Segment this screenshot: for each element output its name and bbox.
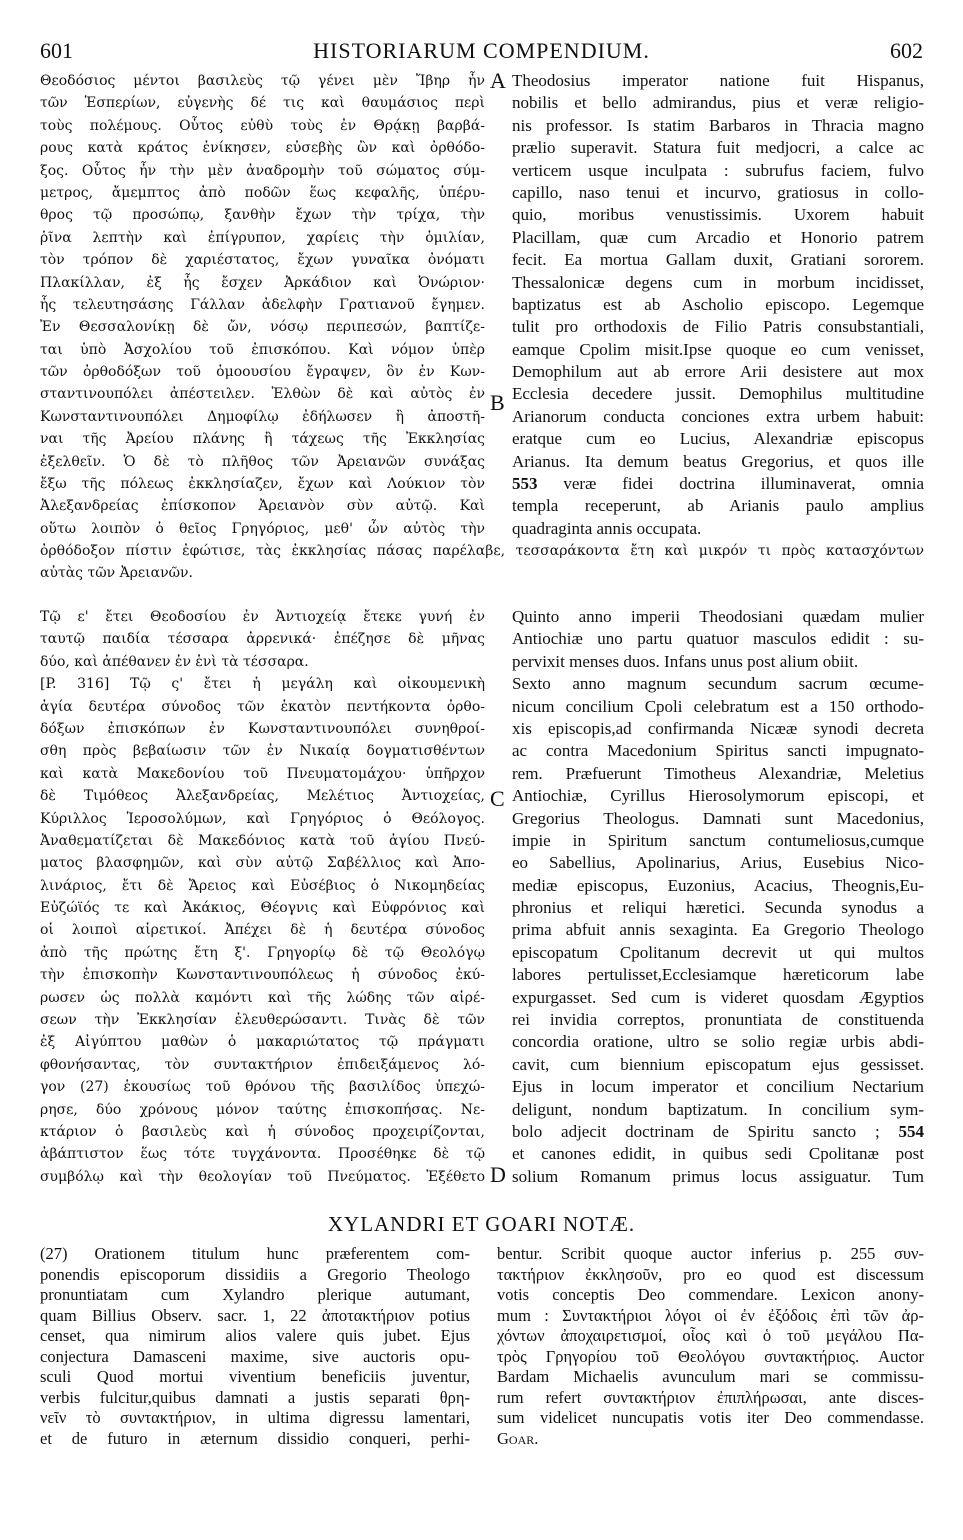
latin-line-text: concordia oratione, ultro se solio regiæ urbis abdi- (512, 1032, 924, 1052)
latin-line (512, 852, 924, 874)
greek-line-text: Εὐζώϊός τε καὶ Ἀκάκιος, Θέογνις καὶ Εὐφρόνιος καὶ (40, 900, 485, 917)
note-line (40, 1367, 470, 1388)
greek-line (40, 518, 485, 540)
latin-line (512, 1121, 924, 1143)
latin-line (512, 451, 924, 473)
note-line (497, 1367, 924, 1388)
latin-line (512, 740, 924, 762)
greek-line (40, 785, 485, 807)
greek-line (40, 897, 485, 919)
latin-line (512, 227, 924, 249)
latin-line-text: Thessalonicæ degens cum in morbum incidisset, (512, 272, 924, 292)
greek-line (40, 1143, 485, 1165)
latin-line-text: eratque cum eo Lucius, Alexandriæ episcopus (512, 429, 924, 449)
note-line (40, 1429, 470, 1450)
greek-line (40, 964, 485, 986)
greek-line (40, 473, 485, 495)
latin-line (512, 383, 924, 405)
page-number-right: 602 (890, 38, 923, 63)
latin-line-text: phronius et reliqui hæretici. Secunda synodus a (512, 898, 924, 918)
note-line (497, 1285, 924, 1306)
greek-line-text: τὸν τρόπον δὲ χαριέστατος, ἔχων γυναῖκα ὀνόματι (40, 252, 485, 269)
latin-line (512, 964, 924, 986)
note-line-text: Bardam Michaelis avunculum mari se commissu- (497, 1367, 924, 1386)
latin-line-text: nicum concilium Cpoli celebratum est a 150 orthodo- (512, 696, 924, 716)
greek-full-line-text: αὐτὰς τῶν Ἀρειανῶν. (40, 565, 194, 582)
note-line (497, 1388, 924, 1409)
latin-line-text: bolo adjecit doctrinam de Spiritu sancto ; (512, 1121, 880, 1141)
latin-line-text: quio, moribus venustissimis. Uxorem habuit (512, 205, 924, 225)
greek-line (40, 249, 485, 271)
note-line (497, 1306, 924, 1327)
latin-line-text: pervixit menses duos. Infans unus post alium obiit. (512, 651, 859, 671)
latin-line (512, 718, 924, 740)
greek-line (40, 919, 485, 941)
greek-line-text: Πλακίλλαν, ἐξ ἧς ἔσχεν Ἀρκάδιον καὶ Ὀνώριον· (40, 274, 485, 291)
greek-line (40, 875, 485, 897)
latin-line-text: tulit pro orthodoxis de Filio Patris consubstantiali, (512, 317, 924, 337)
greek-line (40, 495, 485, 517)
latin-line (512, 628, 924, 650)
note-line-text: Goar. (497, 1428, 539, 1448)
latin-column-section-2 (512, 606, 924, 1188)
latin-line (512, 361, 924, 383)
greek-line (40, 361, 485, 383)
greek-line-text: ἁγία δευτέρα σύνοδος τῶν ἑκατὸν πεντήκοντα ὀρθο- (40, 698, 485, 715)
greek-line (40, 160, 485, 182)
greek-line-text: τὴν ἐπισκοπὴν Κωνσταντινουπόλεως ἡ σύνοδος ἐκύ- (40, 967, 485, 984)
latin-line-text: fecit. Ea mortua Gallam duxit, Gratiani sororem. (512, 250, 924, 270)
latin-line-text: Gregorius Theologus. Damnati sunt Macedonius, (512, 808, 924, 828)
greek-line-text: τῶν Ἑσπερίων, εὐγενὴς δέ τις καὶ θαυμάσιος περὶ (40, 95, 485, 112)
greek-line-text: τοὺς πολέμους. Οὗτος εὐθὺ τοὺς ἐν Θρᾴκῃ βαρβά- (40, 117, 485, 134)
greek-line-text: σταντινουπόλει ἀπέστειλεν. Ἐλθὼν δὲ καὶ αὐτὸς ἐν (40, 386, 485, 403)
latin-line (512, 92, 924, 114)
greek-line-text: λινάριος, ἔτι δὲ Ἄρειος καὶ Εὐσέβιος ὁ Νικομηδείας (40, 877, 485, 894)
note-line-text: votis conceptis Deo commendare. Lexicon anony- (497, 1285, 924, 1304)
latin-line-text: Antiochiæ, Cyrillus Hierosolymorum episcopi, et (512, 786, 924, 806)
greek-line-text: συμβόλῳ καὶ τὴν θεολογίαν τοῦ Πνεύματος. Ἐξέθετο (40, 1168, 485, 1185)
latin-line (512, 204, 924, 226)
greek-line (40, 137, 485, 159)
latin-line (512, 763, 924, 785)
greek-line (40, 1054, 485, 1076)
greek-line-text: δύο, καὶ ἀπέθανεν ἐν ἑνὶ τὰ τέσσαρα. (40, 653, 309, 670)
note-line (497, 1326, 924, 1347)
margin-marker-c: C (490, 786, 505, 811)
latin-line-text: prima abfuit annis sexaginta. Ea Gregorio Theologo (512, 920, 924, 940)
greek-line-text: ἔξω τῆς πόλεως ἐκκλησίαζεν, ἔχων καὶ Λούκιον τὸν (40, 476, 485, 493)
greek-line (40, 1031, 485, 1053)
greek-line-text: σεων τὴν Ἐκκλησίαν ἐλευθερώσαντι. Τινὰς δὲ τῶν (40, 1012, 485, 1029)
note-line (497, 1429, 924, 1450)
greek-line (40, 1166, 485, 1188)
greek-full-width-lines (40, 540, 924, 585)
greek-line (40, 182, 485, 204)
greek-line (40, 294, 485, 316)
greek-line (40, 763, 485, 785)
greek-full-line (40, 540, 924, 562)
note-line (40, 1265, 470, 1286)
greek-line-text: γον (27) ἑκουσίως τοῦ θρόνου τῆς βασιλίδος ὑπεχώ- (40, 1079, 485, 1096)
latin-line-text: cavit, cum biennium episcopatum ejus gessisset. (512, 1054, 924, 1074)
latin-line-text: rei invidia correptos, pronuntiata de constituenda (512, 1010, 924, 1030)
note-line-text: (27) Orationem titulum hunc præferentem com- (40, 1244, 470, 1263)
latin-line (512, 160, 924, 182)
greek-line (40, 808, 485, 830)
note-line-text: sculi Quod mortui viventium beneficiis juventur, (40, 1367, 470, 1386)
latin-line-text: xis episcopis,ad confirmanda Nicææ synodi decreta (512, 718, 924, 738)
latin-line (512, 942, 924, 964)
latin-line-text: eo Sabellius, Apolinarius, Arius, Eusebius Nico- (512, 853, 924, 873)
greek-line-text: Ἀναθεματίζεται δὲ Μακεδόνιος κατὰ τοῦ ἁγίου Πνεύ- (40, 832, 485, 849)
latin-line (512, 987, 924, 1009)
greek-line (40, 696, 485, 718)
greek-line (40, 1009, 485, 1031)
latin-line-text: nobilis et bello admirandus, pius et veræ religio- (512, 93, 924, 113)
note-line (40, 1408, 470, 1429)
greek-line-text: Τῷ ε' ἔτει Θεοδοσίου ἐν Ἀντιοχείᾳ ἔτεκε γυνή ἐν (40, 609, 485, 625)
note-line-text: censet, qua nimirum alios valere quis jubet. Ejus (40, 1326, 470, 1345)
greek-line (40, 830, 485, 852)
greek-line-text: ἐξ Αἰγύπτου μαθὼν ὁ μακαριώτατος τῷ πράγματι (40, 1034, 485, 1051)
note-line-text: verbis fulcitur,quibus damnati a justis separati θρη- (40, 1387, 470, 1407)
latin-line (512, 137, 924, 159)
latin-line (512, 1099, 924, 1121)
greek-line-text: Κύριλλος Ἱεροσολύμων, καὶ Γρηγόριος ὁ Θεόλογος. (40, 810, 485, 827)
latin-line-text: Quinto anno imperii Theodosiani quædam mulier (512, 607, 924, 626)
greek-line-text: ρωσεν ὡς πολλὰ καμόντι καὶ τῆς λώδης τῶν αἱρέ- (40, 989, 485, 1006)
note-line-text: bentur. Scribit quoque auctor inferius p. 255 συν- (497, 1244, 924, 1263)
note-line-text: quam Billius Observ. sacr. 1, 22 ἀποτακτήριον potius (40, 1305, 470, 1325)
latin-line (512, 70, 924, 92)
latin-line (512, 1031, 924, 1053)
latin-line-text: capillo, naso tenui et incurvo, gratiosus in collo- (512, 182, 924, 202)
note-line-text: conjectura Damasceni maxime, sive auctoris opu- (40, 1346, 470, 1366)
greek-line (40, 718, 485, 740)
greek-line-text: θρος τῷ προσώπῳ, ξανθὴν ἔχων τὴν τρίχα, τὴν (40, 207, 485, 224)
latin-line-text: Arianorum conducta conciones extra urbem habuit: (512, 406, 924, 426)
greek-line (40, 1099, 485, 1121)
latin-line (512, 428, 924, 450)
greek-line (40, 852, 485, 874)
note-line-text: mum : Συντακτήριοι λόγοι οἱ ἐν ἐξόδοις ἐπὶ τῶν ἀρ- (497, 1305, 924, 1325)
greek-line-text: καὶ κατὰ Μακεδονίου τοῦ Πνευματομάχου· ὑπῆρχον (40, 765, 485, 782)
latin-line-text: Demophilum aut ab errore Arii desistere aut mox (512, 362, 924, 382)
latin-line (512, 249, 924, 271)
note-line (40, 1347, 470, 1368)
greek-line-text: δὲ Τιμόθεος Ἀλεξανδρείας, Μελέτιος Ἀντιοχείας, (40, 788, 485, 805)
greek-line-text: Ἀλεξανδρείας ἐπίσκοπον Ἀρειανὸν σὺν αὐτῷ. Καὶ (40, 498, 485, 515)
latin-line-text: rem. Præfuerunt Timotheus Alexandriæ, Meletius (512, 763, 924, 783)
latin-line (512, 651, 924, 673)
greek-line-text: Κωνσταντινουπόλει Δημοφίλῳ ἐδήλωσεν ἢ ἀποστῆ- (40, 408, 485, 425)
latin-line (512, 606, 924, 628)
inline-page-number: 553 (512, 474, 564, 494)
latin-line (512, 1054, 924, 1076)
greek-column-section-1 (40, 70, 485, 540)
latin-line (512, 518, 924, 540)
note-line (40, 1285, 470, 1306)
latin-line-text: prælio superavit. Statura fuit medjocri, a calce ac (512, 138, 924, 158)
greek-line (40, 70, 485, 92)
latin-line (512, 294, 924, 316)
latin-line-text: Theodosius imperator natione fuit Hispanus, (512, 71, 924, 90)
note-line (40, 1326, 470, 1347)
latin-line (512, 339, 924, 361)
note-line-text: ponendis episcoporum dissidiis a Gregorio Theologo (40, 1264, 470, 1284)
greek-full-line-text: ὀρθόδοξον πίστιν ἐφώτισε, τὰς ἐκκλησίας πάσας παρέλαβε, τεσσαράκοντα ἔτη καὶ μικρόν τι πρὸς κατασχόντων (40, 543, 924, 559)
latin-line-text: quadraginta annis occupata. (512, 518, 702, 538)
greek-line-text: ρησε, δύο χρόνους μόνον ταύτης ἐπισκοπήσας. Νε- (40, 1101, 485, 1118)
latin-line-text: labores pertulisset,Ecclesiamque hæreticorum labe (512, 965, 924, 985)
greek-line (40, 383, 485, 405)
greek-line-text: τῶν ὀρθοδόξων τοῦ ὁμοουσίου ἔγραψεν, ὃν ἐν Κων- (40, 364, 485, 381)
latin-line-text: impie in Spiritum sanctum contumeliosus,cumque (512, 830, 924, 850)
greek-line (40, 651, 485, 673)
greek-line-text: ἀβάπτιστον ἕως τότε τυγχάνοντα. Προσέθηκε δὲ τῷ (40, 1146, 485, 1163)
notes-title: XYLANDRI ET GOARI NOTÆ. (327, 1212, 636, 1236)
latin-line (512, 785, 924, 807)
note-line-text: rum refert συντακτήριον ἐπιπλήρωσαι, ante disces- (497, 1387, 924, 1407)
note-right-column (497, 1244, 924, 1449)
note-line-text: et de futuro in æternum dissidio conqueri, perhi- (40, 1428, 470, 1448)
note-line (497, 1244, 924, 1265)
greek-line-text: μετρος, ἄμεμπτος ἀπὸ ποδῶν ἕως κεφαλῆς, ὑπέρυ- (40, 184, 485, 201)
latin-line (512, 1076, 924, 1098)
greek-line (40, 316, 485, 338)
latin-line-text: Antiochiæ uno partu quatuor masculos edidit : su- (512, 629, 924, 649)
greek-line (40, 451, 485, 473)
latin-line (512, 696, 924, 718)
greek-line (40, 1121, 485, 1143)
latin-line (512, 673, 924, 695)
greek-line (40, 606, 485, 628)
margin-marker-a: A (490, 68, 506, 93)
latin-line-text: Ecclesia decedere jussit. Demophilus multitudine (512, 384, 924, 404)
greek-line-text: ῥῖνα λεπτὴν καὶ ἐπίγρυπον, χαρίεις τὴν ὁμιλίαν, (40, 229, 485, 246)
greek-line (40, 406, 485, 428)
greek-line-text: φθονήσαντας, τὸν συντακτήριον ἐπιδειξάμενος λό- (40, 1056, 485, 1073)
running-title: HISTORIARUM COMPENDIUM. (313, 38, 650, 63)
greek-line-text: ξος. Οὗτος ἦν τὴν μὲν ἀναδρομὴν τοῦ σώματος σύμ- (40, 162, 485, 179)
greek-line-text: ναι τῆς Ἀρείου πλάνης ἢ τάχεως τῆς Ἐκκλησίας (40, 431, 485, 448)
note-line (497, 1408, 924, 1429)
latin-line-text: episcopatum Cpolitanum decrevit ut qui multos (512, 942, 924, 962)
inline-page-number: 554 (879, 1121, 924, 1141)
greek-line (40, 428, 485, 450)
greek-line (40, 204, 485, 226)
note-line-text: sum videlicet nuncupatis votis iter Deo commendasse. (497, 1408, 924, 1427)
latin-line (512, 897, 924, 919)
latin-line-text: Placillam, quæ cum Arcadio et Honorio patrem (512, 227, 924, 247)
latin-line-text: deligunt, nondum baptizatum. In concilium sym- (512, 1099, 924, 1119)
latin-line-text: Sexto anno magnum secundum sacrum œcume- (512, 674, 924, 694)
greek-line (40, 628, 485, 650)
latin-line (512, 1009, 924, 1031)
latin-line-text: veræ fidei doctrina illuminaverat, omnia (563, 474, 924, 494)
latin-column-section-1 (512, 70, 924, 540)
note-line (497, 1347, 924, 1368)
greek-line-text: ται ὑπὸ Ἀσχολίου τοῦ ἐπισκόπου. Καὶ νόμον ὑπὲρ (40, 341, 485, 358)
latin-line-text: expurgasset. Sed cum is videret quosdam Ægyptios (512, 987, 924, 1007)
latin-line (512, 182, 924, 204)
greek-line-text: ματος βλασφημῶν, καὶ σὺν αὐτῷ Σαβέλλιος καὶ Ἀπο- (40, 855, 485, 872)
note-line-text: τακτήριον ἐκκλησοῦν, pro eo quod est discessum (497, 1264, 924, 1284)
greek-line-text: ρους κατὰ κράτος ἐνίκησεν, εὐσεβὴς ὢν καὶ ὀρθόδο- (40, 140, 485, 157)
latin-line-text: verticem usque inculpata : subrufus faciem, fulvo (512, 160, 924, 180)
latin-line (512, 495, 924, 517)
latin-line (512, 406, 924, 428)
greek-line (40, 740, 485, 762)
greek-line (40, 272, 485, 294)
latin-line-text: nis professor. Is statim Barbaros in Thracia magno (512, 115, 924, 135)
greek-line (40, 1076, 485, 1098)
greek-line-text: ἀπὸ τῆς πρώτης ἔτη ξ'. Γρηγορίῳ δὲ τῷ Θεολόγῳ (40, 944, 485, 961)
note-line-text: τρὸς Γρηγορίου τοῦ Θεολόγου συντακτήριος. Auctor (497, 1346, 924, 1366)
greek-line-text: κτάριον ὁ βασιλεὺς καὶ ἡ σύνοδος προχειρίζονται, (40, 1123, 485, 1140)
latin-line-text: Arianus. Ita demum beatus Gregorius, et quos ille (512, 451, 924, 471)
latin-line-text: ac contra Macedonium Spiritus sancti impugnato- (512, 741, 924, 761)
latin-line-text: solium Romanum primus locus assiguatur. Tum (512, 1166, 924, 1186)
page-header (40, 38, 923, 68)
greek-line (40, 942, 485, 964)
margin-marker-b: B (490, 390, 505, 415)
latin-line-text: baptizatus est ab Ascholio episcopo. Legemque (512, 294, 924, 314)
greek-line-text: οἱ λοιποὶ αἱρετικοί. Ἀπέχει δὲ ἡ δευτέρα σύνοδος (40, 922, 485, 939)
greek-line-text: ταυτῷ παιδία τέσσαρα ἀρρενικά· ἐπέζησε δὲ μῆνας (40, 631, 485, 648)
latin-line-text: mediæ episcopus, Euzonius, Acacius, Theognis,Eu- (512, 875, 924, 895)
note-line (40, 1244, 470, 1265)
margin-marker-d: D (490, 1162, 506, 1187)
greek-line (40, 92, 485, 114)
greek-line (40, 115, 485, 137)
greek-line-text: [P. 316] Τῷ ς' ἔτει ἡ μεγάλη καὶ οἰκουμενικὴ (40, 676, 485, 693)
note-line-text: νεῖν τὸ συντακτήριον, in ultima digressu lamentari, (40, 1408, 470, 1427)
latin-line (512, 919, 924, 941)
greek-line (40, 987, 485, 1009)
latin-line (512, 808, 924, 830)
greek-line-text: Θεοδόσιος μέντοι βασιλεὺς τῷ γένει μὲν Ἴβηρ ἦν (40, 73, 485, 89)
latin-line (512, 1166, 924, 1188)
greek-line-text: οὕτω λοιπὸν ὁ θεῖος Γρηγόριος, μεθ' ὧν αὐτὸς τὴν (40, 520, 485, 537)
latin-line-text: Ejus in locum imperator et concilium Nectarium (512, 1077, 924, 1097)
latin-line (512, 830, 924, 852)
latin-line (512, 1143, 924, 1165)
latin-line (512, 473, 924, 495)
latin-line-text: et canones edidit, in quibus sedi Cpolitanæ post (512, 1144, 924, 1164)
note-line (40, 1388, 470, 1409)
latin-line-text: templa receperunt, ab Arianis paulo amplius (512, 496, 924, 516)
note-line (497, 1265, 924, 1286)
greek-line (40, 227, 485, 249)
greek-full-line (40, 562, 924, 584)
greek-line (40, 339, 485, 361)
note-line-text: χόντων ἀποχαιρετισμοί, οἷος καὶ ὁ τοῦ μεγάλου Πα- (497, 1326, 924, 1345)
latin-line-text: eamque Cpolim misit.Ipse quoque eo cum venisset, (512, 339, 924, 359)
greek-line-text: ἧς τελευτησάσης Γάλλαν ἀδελφὴν Γρατιανοῦ ἔγημεν. (40, 296, 485, 313)
note-line-text: pronuntiatam cum Xylandro plerique autumant, (40, 1285, 470, 1304)
greek-line-text: δόξων ἐπισκόπων ἐν Κωνσταντινουπόλει συνηθροί- (40, 720, 485, 737)
greek-line-text: ἐξελθεῖν. Ὁ δὲ τὸ πλῆθος τῶν Ἀρειανῶν συνάξας (40, 453, 485, 470)
page-number-left: 601 (40, 38, 73, 63)
greek-column-section-2 (40, 606, 485, 1188)
latin-line (512, 875, 924, 897)
note-left-column (40, 1244, 470, 1449)
note-line (40, 1306, 470, 1327)
greek-line (40, 673, 485, 695)
latin-line (512, 272, 924, 294)
latin-line (512, 115, 924, 137)
greek-line-text: Ἐν Θεσσαλονίκῃ δὲ ὤν, νόσῳ περιπεσών, βαπτίζε- (40, 319, 485, 336)
greek-line-text: σθη πρὸς βεβαίωσιν τῶν ἐν Νικαίᾳ δογματισθέντων (40, 743, 485, 760)
latin-line (512, 316, 924, 338)
